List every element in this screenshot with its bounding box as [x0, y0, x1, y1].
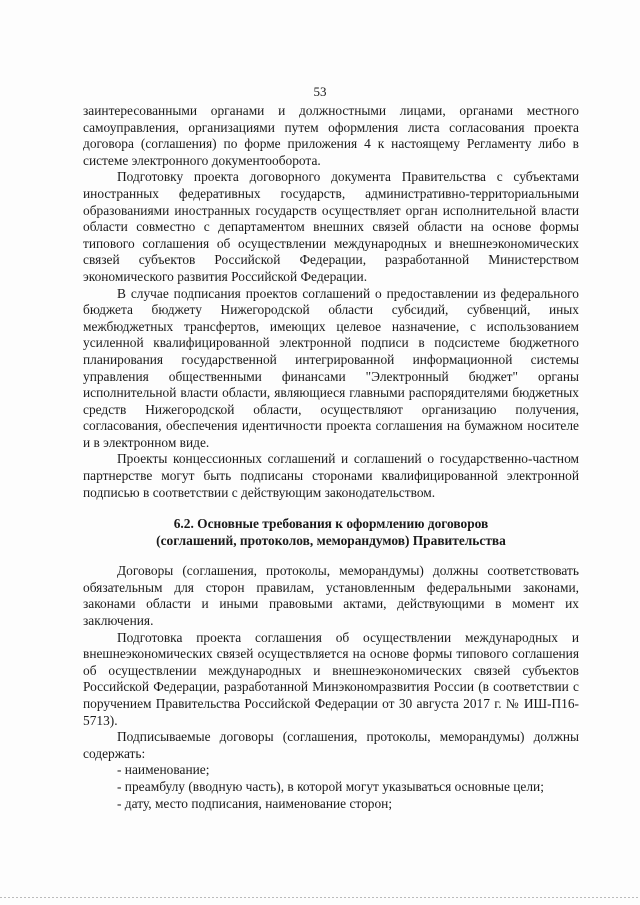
list-item: - преамбулу (вводную часть), в которой могут указываться основные цели;	[117, 778, 544, 794]
paragraph-4: Проекты концессионных соглашений и соглашений о государственно-частном партнерстве могут быть подписаны сторонами квалифицированной электронной подписью в соответствии с действующим законодательством.	[83, 451, 579, 500]
list-item: - наименование;	[117, 762, 210, 778]
section-heading-line-2: (соглашений, протоколов, меморандумов) Правительства	[156, 533, 506, 549]
paragraph-6: Подготовка проекта соглашения об осуществлении международных и внешнеэкономических связей осуществляется на основе формы типового соглашения об осуществлении международных и внешнеэкономических связей субъектов Российской Федерации, разработанной Минэкономразвития России (в соответствии с поручением Правительства Российской Федерации от 30 августа 2017 г. № ИШ-П16-5713).	[83, 629, 579, 728]
page-number: 53	[313, 84, 327, 99]
section-heading	[83, 515, 579, 549]
paragraph-7: Подписываемые договоры (соглашения, протоколы, меморандумы) должны содержать:	[83, 729, 579, 761]
scan-edge-divider	[0, 897, 640, 898]
paragraph-1: заинтересованными органами и должностными лицами, органами местного самоуправления, организациями путем оформления листа согласования проекта договора (соглашения) по форме приложения 4 к настоящему Регламенту либо в системе электронного документооборота.	[83, 103, 579, 168]
paragraph-3: В случае подписания проектов соглашений о предоставлении из федерального бюджета бюджету Нижегородской области субсидий, субвенций, иных межбюджетных трансфертов, имеющих целевое назначение, с использованием усиленной квалифицированной электронной подписи в подсистеме бюджетного планирования государственной интегрированной информационной системы управления общественными финансами "Электронный бюджет" органы исполнительной власти области, являющиеся главными распорядителями бюджетных средств Нижегородской области, осуществляют организацию получения, согласования, обеспечения идентичности проекта соглашения на бумажном носителе и в электронном виде.	[83, 285, 579, 450]
list-item: - дату, место подписания, наименование сторон;	[117, 795, 393, 811]
document-body	[83, 103, 579, 812]
section-heading-line-1: 6.2. Основные требования к оформлению договоров	[173, 516, 489, 532]
paragraph-2: Подготовку проекта договорного документа Правительства с субъектами иностранных федеративных государств, административно-территориальными образованиями иностранных государств осуществляет орган исполнительной власти области совместно с департаментом внешних связей области на основе формы типового соглашения об осуществлении международных и внешнеэкономических связей субъектов Российской Федерации, разработанной Министерством экономического развития Российской Федерации.	[83, 169, 579, 284]
paragraph-5: Договоры (соглашения, протоколы, меморандумы) должны соответствовать обязательным для сторон правилам, установленным федеральными законами, законами области и иными правовыми актами, действующими в момент их заключения.	[83, 563, 579, 629]
